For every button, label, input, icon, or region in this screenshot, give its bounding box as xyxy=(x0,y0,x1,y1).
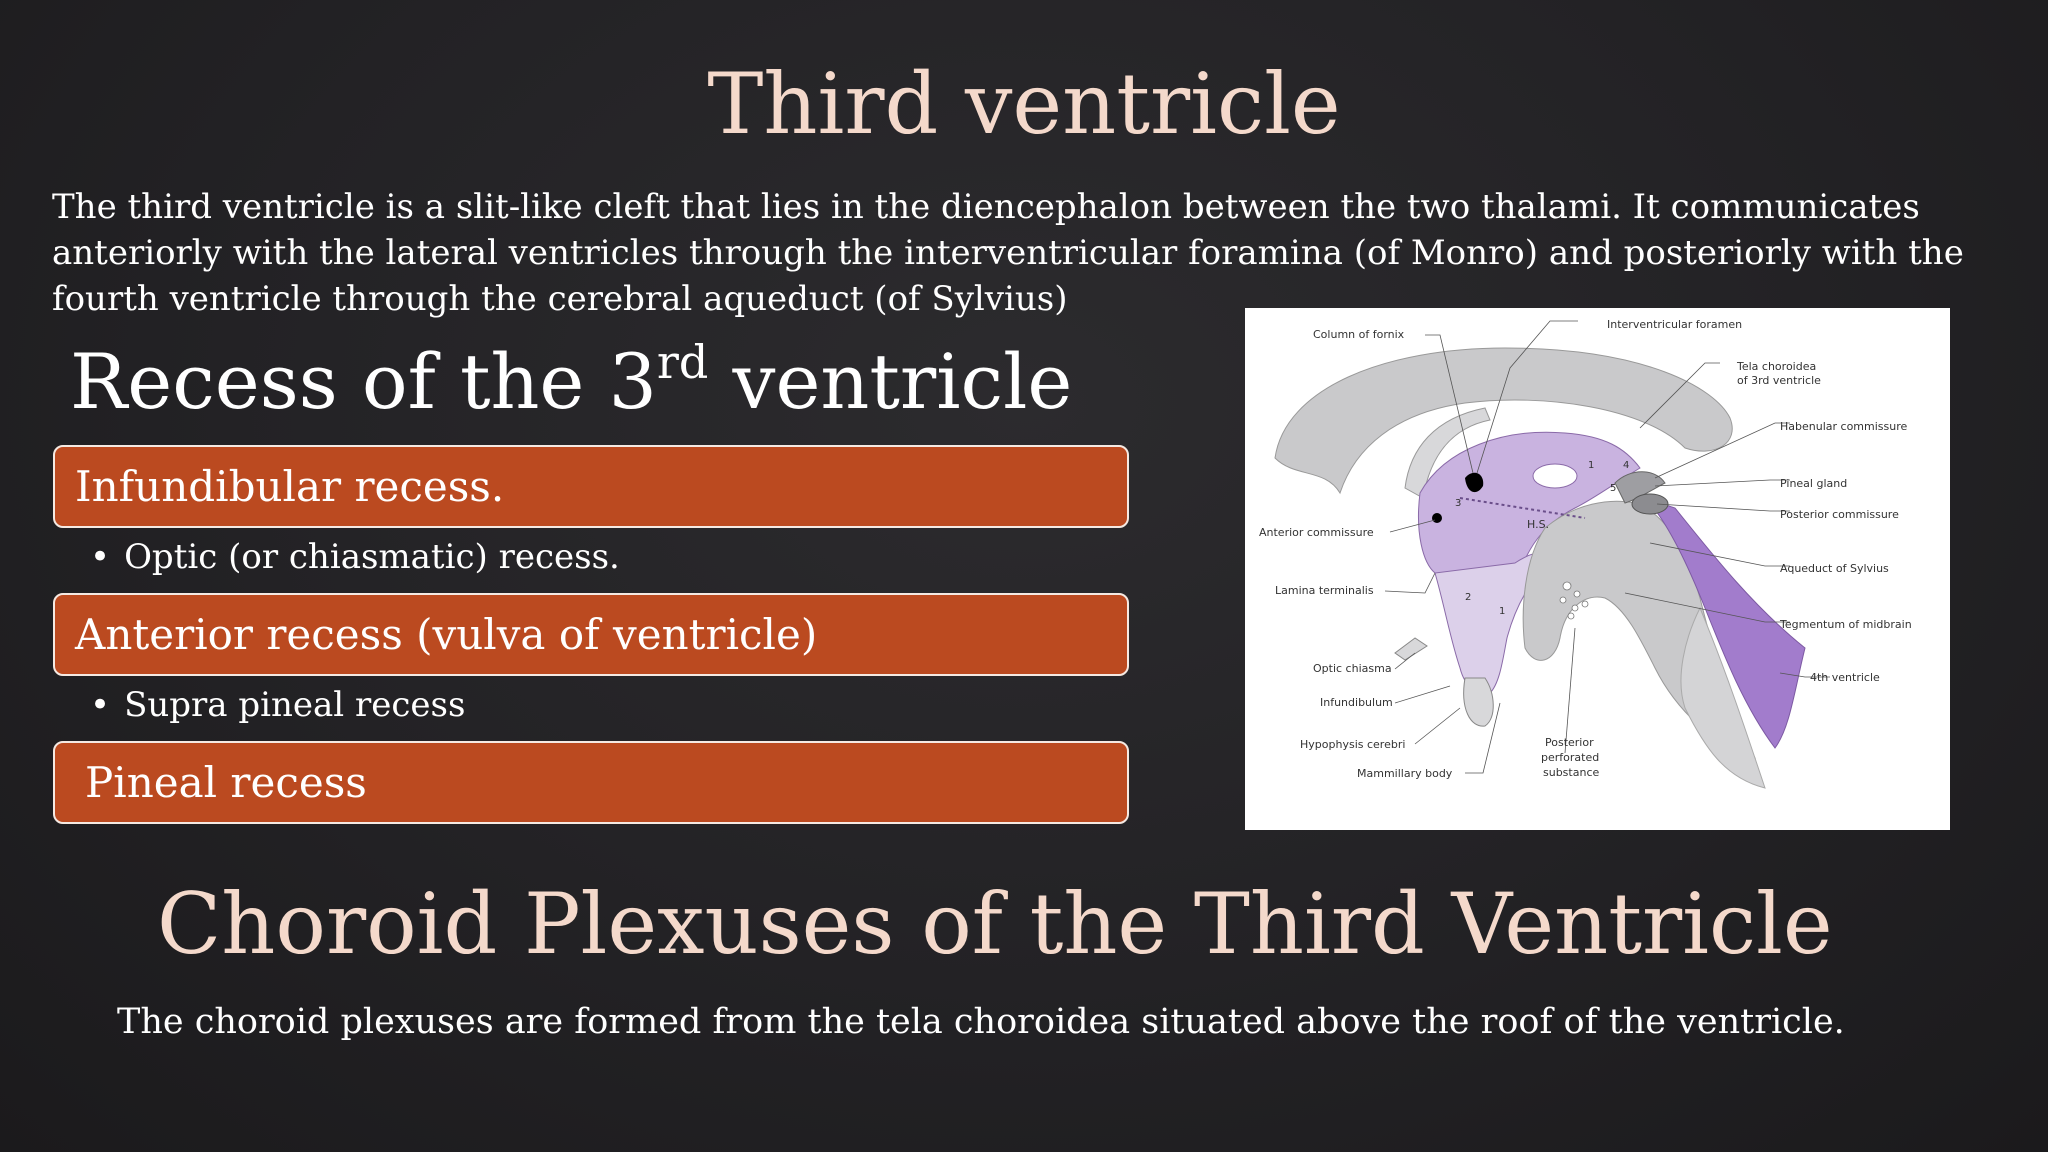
intro-line: anteriorly with the lateral ventricles through the interventricular foramina (of Monro) and posteriorly with the xyxy=(52,233,1964,273)
recess-box-pineal xyxy=(53,741,1129,824)
interthalamic-adhesion xyxy=(1533,464,1577,488)
label-posterior-commissure: Posterior commissure xyxy=(1780,508,1899,521)
label-fourth-ventricle: 4th ventricle xyxy=(1810,671,1880,684)
label-column-of-fornix: Column of fornix xyxy=(1313,328,1405,341)
label-posterior-perforated-2: perforated xyxy=(1541,751,1600,764)
label-n3: 3 xyxy=(1455,498,1462,509)
label-hypophysis: Hypophysis cerebri xyxy=(1300,738,1406,751)
label-habenular-commissure: Habenular commissure xyxy=(1780,420,1908,433)
recess-box-infundibular xyxy=(53,445,1129,528)
recess-box-anterior xyxy=(53,593,1129,676)
label-posterior-perforated-1: Posterior xyxy=(1545,736,1594,749)
recess-box-label: Infundibular recess. xyxy=(75,462,505,511)
label-anterior-commissure: Anterior commissure xyxy=(1259,526,1374,539)
recess-heading-superscript: rd xyxy=(656,335,709,389)
intro-line: The third ventricle is a slit-like cleft that lies in the diencephalon between the two thalami. It communicates xyxy=(52,187,1920,227)
choroid-text: The choroid plexuses are formed from the tela choroidea situated above the roof of the ventricle. xyxy=(117,1002,1845,1042)
third-ventricle-diagram xyxy=(1245,308,1950,830)
label-n4: 4 xyxy=(1623,460,1630,471)
hypophysis-shape xyxy=(1464,678,1494,726)
label-lamina-terminalis: Lamina terminalis xyxy=(1275,584,1374,597)
label-interventricular-foramen: Interventricular foramen xyxy=(1607,318,1743,331)
recess-heading-suffix: ventricle xyxy=(708,337,1073,426)
recess-box-label: Pineal recess xyxy=(85,758,367,807)
label-tegmentum: Tegmentum of midbrain xyxy=(1780,618,1912,631)
label-aqueduct: Aqueduct of Sylvius xyxy=(1780,562,1889,575)
label-hs: H.S. xyxy=(1527,518,1550,531)
anterior-commissure-dot xyxy=(1432,513,1442,523)
label-tela-choroidea-1: Tela choroidea xyxy=(1737,360,1817,373)
diagram-svg xyxy=(1245,308,1950,830)
bullet-dot: • xyxy=(90,537,111,577)
label-n1-top: 1 xyxy=(1588,460,1595,471)
label-optic-chiasma: Optic chiasma xyxy=(1313,662,1392,675)
recess-heading xyxy=(70,335,1073,426)
label-n2: 2 xyxy=(1465,592,1472,603)
label-mammillary-body: Mammillary body xyxy=(1357,767,1453,780)
label-posterior-perforated-3: substance xyxy=(1543,766,1600,779)
slide-title: Third ventricle xyxy=(707,55,1341,153)
recess-bullet-supra-pineal xyxy=(90,685,465,725)
label-infundibulum: Infundibulum xyxy=(1320,696,1393,709)
label-tela-choroidea-2: of 3rd ventricle xyxy=(1737,374,1821,387)
recess-bullet-optic xyxy=(90,537,620,577)
bullet-dot: • xyxy=(90,685,111,725)
bullet-text: Supra pineal recess xyxy=(124,685,466,725)
label-n1-bottom: 1 xyxy=(1499,606,1506,617)
bullet-text: Optic (or chiasmatic) recess. xyxy=(124,537,620,577)
label-n5: 5 xyxy=(1610,483,1617,494)
recess-heading-prefix: Recess of the 3 xyxy=(70,337,657,426)
intro-paragraph xyxy=(52,184,1964,322)
intro-line: fourth ventricle through the cerebral aqueduct (of Sylvius) xyxy=(52,279,1068,319)
label-pineal-gland: Pineal gland xyxy=(1780,477,1848,490)
recess-box-label: Anterior recess (vulva of ventricle) xyxy=(75,610,818,659)
choroid-title: Choroid Plexuses of the Third Ventricle xyxy=(157,875,1833,973)
